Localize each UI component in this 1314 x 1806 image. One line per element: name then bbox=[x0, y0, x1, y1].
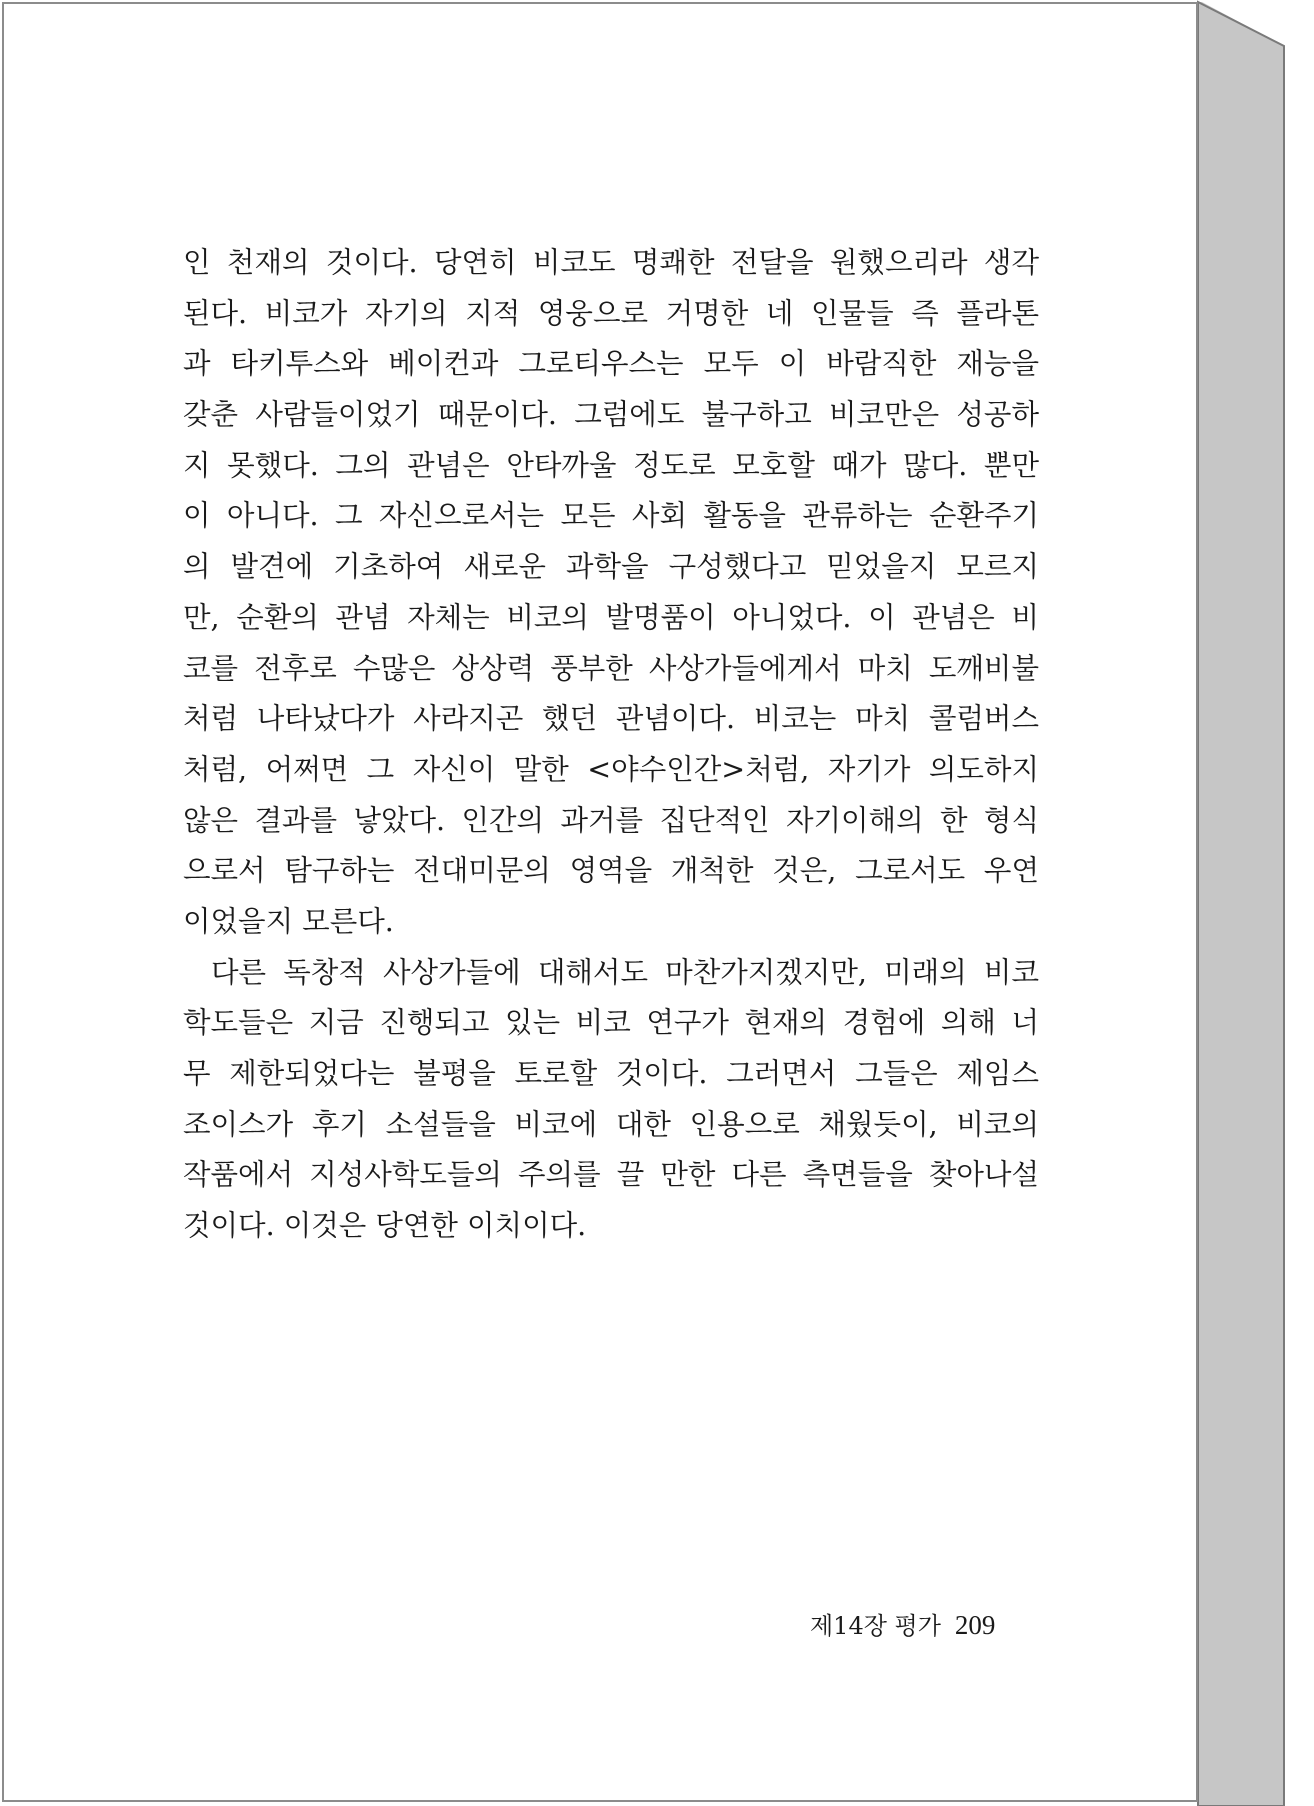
text-line: 된다. 비코가 자기의 지적 영웅으로 거명한 네 인물들 즉 플라톤 bbox=[183, 296, 1039, 330]
text-line: 으로서 탐구하는 전대미문의 영역을 개척한 것은, 그로서도 우연 bbox=[183, 854, 1039, 888]
text-line: 조이스가 후기 소설들을 비코에 대한 인용으로 채웠듯이, 비코의 bbox=[183, 1107, 1039, 1141]
page-footer bbox=[810, 1606, 995, 1641]
text-line: 코를 전후로 수많은 상상력 풍부한 사상가들에게서 마치 도깨비불 bbox=[183, 651, 1039, 685]
text-line: 인 천재의 것이다. 당연히 비코도 명쾌한 전달을 원했으리라 생각 bbox=[183, 246, 1039, 279]
chapter-title: 제14장 평가 bbox=[810, 1612, 941, 1640]
text-line: 않은 결과를 낳았다. 인간의 과거를 집단적인 자기이해의 한 형식 bbox=[183, 803, 1039, 837]
text-line: 지 못했다. 그의 관념은 안타까울 정도로 모호할 때가 많다. 뿐만 bbox=[183, 448, 1039, 482]
text-line: 작품에서 지성사학도들의 주의를 끌 만한 다른 측면들을 찾아나설 bbox=[183, 1158, 1039, 1192]
paragraph-2 bbox=[183, 948, 1039, 1252]
text-line: 의 발견에 기초하여 새로운 과학을 구성했다고 믿었을지 모르지 bbox=[183, 550, 1039, 584]
text-line: 이 아니다. 그 자신으로서는 모든 사회 활동을 관류하는 순환주기 bbox=[183, 499, 1039, 533]
text-line: 갖춘 사람들이었기 때문이다. 그럼에도 불구하고 비코만은 성공하 bbox=[183, 398, 1039, 432]
page-number: 209 bbox=[954, 1610, 996, 1640]
text-line: 과 타키투스와 베이컨과 그로티우스는 모두 이 바람직한 재능을 bbox=[183, 347, 1039, 381]
body-text bbox=[183, 238, 1039, 1252]
text-line: 것이다. 이것은 당연한 이치이다. bbox=[183, 1209, 587, 1243]
text-line: 처럼 나타났다가 사라지곤 했던 관념이다. 비코는 마치 콜럼버스 bbox=[183, 702, 1039, 736]
paragraph-1 bbox=[183, 238, 1039, 948]
text-line: 학도들은 지금 진행되고 있는 비코 연구가 현재의 경험에 의해 너 bbox=[183, 1006, 1039, 1040]
text-line: 이었을지 모른다. bbox=[183, 904, 394, 938]
text-line: 다른 독창적 사상가들에 대해서도 마찬가지겠지만, 미래의 비코 bbox=[211, 955, 1039, 989]
text-line: 무 제한되었다는 불평을 토로할 것이다. 그러면서 그들은 제임스 bbox=[183, 1057, 1039, 1090]
text-line: 처럼, 어쩌면 그 자신이 말한 <야수인간>처럼, 자기가 의도하지 bbox=[183, 752, 1039, 786]
text-line: 만, 순환의 관념 자체는 비코의 발명품이 아니었다. 이 관념은 비 bbox=[183, 600, 1039, 634]
